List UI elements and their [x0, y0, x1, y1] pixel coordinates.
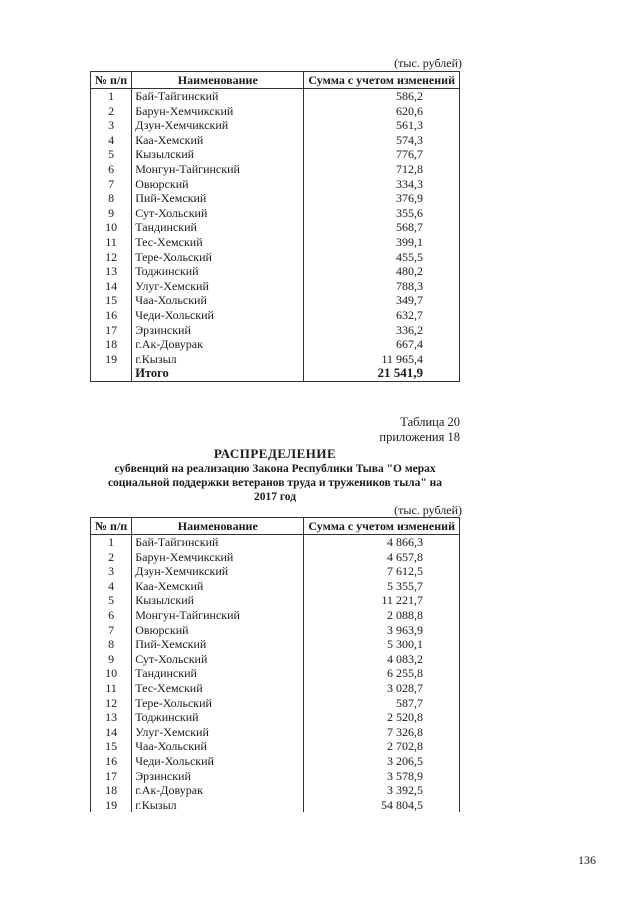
header-sum: Сумма с учетом изменений [304, 72, 460, 89]
row-number-cell: 18 [91, 337, 132, 352]
district-name-cell: Чеди-Хольский [135, 307, 214, 322]
table-row [91, 118, 460, 133]
row-number-cell: 1 [91, 535, 132, 550]
row-number-cell: 15 [91, 739, 132, 754]
district-name-cell: Сут-Хольский [135, 651, 208, 666]
district-name-cell: Тес-Хемский [135, 680, 203, 695]
district-name-cell: Бай-Тайгинский [135, 89, 219, 103]
district-name-cell: г.Кызыл [135, 351, 177, 366]
district-name-cell: г.Кызыл [135, 797, 177, 812]
table-row [91, 666, 460, 681]
table-row [91, 652, 460, 667]
row-number-cell: 11 [91, 235, 132, 250]
heading-line1: субвенций на реализацию Закона Республики Тыва "О мерах [114, 463, 436, 475]
units-label: (тыс. рублей) [394, 56, 462, 70]
district-name-cell: Монгун-Тайгинский [135, 161, 240, 176]
district-name-cell: г.Ак-Довурак [135, 337, 203, 352]
total-label: Итого [132, 366, 304, 381]
header-num: № п/п [91, 518, 132, 535]
amount-cell: 3 578,9 [304, 769, 460, 784]
table-total-row [91, 366, 460, 381]
amount-cell: 2 520,8 [304, 710, 460, 725]
table-row [91, 710, 460, 725]
amount-cell: 574,3 [304, 133, 460, 148]
row-number-cell: 9 [91, 652, 132, 667]
district-name-cell: Улуг-Хемский [135, 724, 209, 739]
amount-cell: 632,7 [304, 308, 460, 323]
amount-cell: 712,8 [304, 162, 460, 177]
row-number-cell: 12 [91, 696, 132, 711]
amount-cell: 11 221,7 [304, 593, 460, 608]
district-name-cell: Дзун-Хемчикский [135, 564, 229, 579]
row-number-cell: 6 [91, 162, 132, 177]
heading-line2: социальной поддержки ветеранов труда и тружеников тыла" на [107, 477, 443, 489]
table-row [91, 323, 460, 338]
table-row [91, 206, 460, 221]
total-value: 21 541,9 [304, 366, 460, 381]
table-subsidies-1 [90, 71, 460, 382]
row-number-cell: 2 [91, 104, 132, 119]
amount-cell: 3 392,5 [304, 783, 460, 798]
table-row [91, 725, 460, 740]
table-row [91, 623, 460, 638]
heading-line3: 2017 год [253, 491, 297, 503]
amount-cell: 561,3 [304, 118, 460, 133]
table-row [91, 220, 460, 235]
row-number-cell: 8 [91, 191, 132, 206]
table-row [91, 739, 460, 754]
district-name-cell: Сут-Хольский [135, 205, 208, 220]
district-name-cell: Овюрский [135, 176, 189, 191]
table-row [91, 564, 460, 579]
amount-cell: 4 083,2 [304, 652, 460, 667]
row-number-cell: 4 [91, 133, 132, 148]
table-row [91, 104, 460, 119]
header-name: Наименование [132, 518, 304, 535]
amount-cell: 568,7 [304, 220, 460, 235]
table-row [91, 235, 460, 250]
district-name-cell: Тоджинский [135, 264, 199, 279]
district-name-cell: Тандинский [135, 220, 197, 235]
district-name-cell: Пий-Хемский [135, 191, 207, 206]
table-row [91, 147, 460, 162]
district-name-cell: Овюрский [135, 622, 189, 637]
table-row [91, 681, 460, 696]
district-name-cell: Бай-Тайгинский [135, 535, 219, 549]
row-number-cell: 8 [91, 637, 132, 652]
row-number-cell: 11 [91, 681, 132, 696]
row-number-cell: 17 [91, 323, 132, 338]
row-number-cell: 19 [91, 352, 132, 367]
district-name-cell: Пий-Хемский [135, 637, 207, 652]
amount-cell: 3 028,7 [304, 681, 460, 696]
table-row [91, 637, 460, 652]
row-number-cell: 6 [91, 608, 132, 623]
district-name-cell: Дзун-Хемчикский [135, 118, 229, 133]
amount-cell: 2 702,8 [304, 739, 460, 754]
district-name-cell: Эрзинский [135, 322, 191, 337]
district-name-cell: Кызылский [135, 147, 195, 162]
distribution-heading [90, 446, 460, 504]
table-row [91, 279, 460, 294]
amount-cell: 376,9 [304, 191, 460, 206]
district-name-cell: Эрзинский [135, 768, 191, 783]
row-number-cell: 3 [91, 118, 132, 133]
district-name-cell: Монгун-Тайгинский [135, 607, 240, 622]
amount-cell: 667,4 [304, 337, 460, 352]
row-number-cell: 10 [91, 666, 132, 681]
row-number-cell: 14 [91, 725, 132, 740]
amount-cell: 480,2 [304, 264, 460, 279]
row-number-cell: 18 [91, 783, 132, 798]
district-name-cell: Улуг-Хемский [135, 278, 209, 293]
table-row [91, 696, 460, 711]
row-number-cell: 2 [91, 550, 132, 565]
amount-cell: 349,7 [304, 293, 460, 308]
table-row [91, 250, 460, 265]
amount-cell: 587,7 [304, 696, 460, 711]
district-name-cell: Тере-Хольский [135, 695, 212, 710]
row-number-cell: 17 [91, 769, 132, 784]
amount-cell: 620,6 [304, 104, 460, 119]
amount-cell: 355,6 [304, 206, 460, 221]
amount-cell: 455,5 [304, 250, 460, 265]
district-name-cell: г.Ак-Довурак [135, 783, 203, 798]
row-number-cell: 13 [91, 264, 132, 279]
amount-cell: 6 255,8 [304, 666, 460, 681]
table-row [91, 337, 460, 352]
page-number: 136 [578, 853, 596, 867]
district-name-cell: Тес-Хемский [135, 234, 203, 249]
amount-cell: 3 206,5 [304, 754, 460, 769]
amount-cell: 7 612,5 [304, 564, 460, 579]
table-row [91, 264, 460, 279]
table-row [91, 162, 460, 177]
row-number-cell: 5 [91, 147, 132, 162]
table-row [91, 550, 460, 565]
district-name-cell: Чаа-Хольский [135, 293, 207, 308]
district-name-cell: Тере-Хольский [135, 249, 212, 264]
amount-cell: 788,3 [304, 279, 460, 294]
row-number-cell: 12 [91, 250, 132, 265]
amount-cell: 399,1 [304, 235, 460, 250]
amount-cell: 54 804,5 [304, 798, 460, 813]
table-row [91, 769, 460, 784]
table-row [91, 352, 460, 367]
district-name-cell: Каа-Хемский [135, 132, 204, 147]
district-name-cell: Тоджинский [135, 710, 199, 725]
row-number-cell: 1 [91, 89, 132, 104]
table-row [91, 608, 460, 623]
table-subsidies-2 [90, 517, 460, 812]
amount-cell: 586,2 [304, 89, 460, 104]
amount-cell: 3 963,9 [304, 623, 460, 638]
row-number-cell: 16 [91, 754, 132, 769]
row-number-cell: 3 [91, 564, 132, 579]
row-number-cell: 13 [91, 710, 132, 725]
heading-title: РАСПРЕДЕЛЕНИЕ [213, 446, 337, 461]
header-sum: Сумма с учетом изменений [304, 518, 460, 535]
amount-cell: 7 326,8 [304, 725, 460, 740]
district-name-cell: Барун-Хемчикский [135, 549, 234, 564]
row-number-cell: 7 [91, 623, 132, 638]
amount-cell: 334,3 [304, 177, 460, 192]
table-caption-line1: Таблица 20 [400, 415, 460, 429]
row-number-cell: 7 [91, 177, 132, 192]
row-number-cell: 19 [91, 798, 132, 813]
amount-cell: 5 300,1 [304, 637, 460, 652]
row-number-cell: 16 [91, 308, 132, 323]
units-label-2: (тыс. рублей) [394, 503, 462, 517]
total-num-cell [91, 366, 132, 381]
table-row [91, 177, 460, 192]
table-row [91, 191, 460, 206]
table-row [91, 535, 460, 550]
table-row [91, 593, 460, 608]
amount-cell: 4 657,8 [304, 550, 460, 565]
row-number-cell: 14 [91, 279, 132, 294]
district-name-cell: Чеди-Хольский [135, 753, 214, 768]
amount-cell: 2 088,8 [304, 608, 460, 623]
district-name-cell: Кызылский [135, 593, 195, 608]
header-num: № п/п [91, 72, 132, 89]
amount-cell: 776,7 [304, 147, 460, 162]
row-number-cell: 9 [91, 206, 132, 221]
table-row [91, 783, 460, 798]
table-row [91, 754, 460, 769]
row-number-cell: 5 [91, 593, 132, 608]
amount-cell: 5 355,7 [304, 579, 460, 594]
header-name: Наименование [132, 72, 304, 89]
row-number-cell: 15 [91, 293, 132, 308]
row-number-cell: 4 [91, 579, 132, 594]
table-row [91, 133, 460, 148]
row-number-cell: 10 [91, 220, 132, 235]
table-caption-line2: приложения 18 [379, 430, 460, 444]
district-name-cell: Барун-Хемчикский [135, 103, 234, 118]
district-name-cell: Тандинский [135, 666, 197, 681]
amount-cell: 336,2 [304, 323, 460, 338]
amount-cell: 4 866,3 [304, 535, 460, 550]
district-name-cell: Чаа-Хольский [135, 739, 207, 754]
table-row [91, 89, 460, 104]
table-row [91, 308, 460, 323]
table-row [91, 293, 460, 308]
table-row [91, 579, 460, 594]
district-name-cell: Каа-Хемский [135, 578, 204, 593]
table-row [91, 798, 460, 813]
amount-cell: 11 965,4 [304, 352, 460, 367]
table-caption [379, 415, 460, 445]
